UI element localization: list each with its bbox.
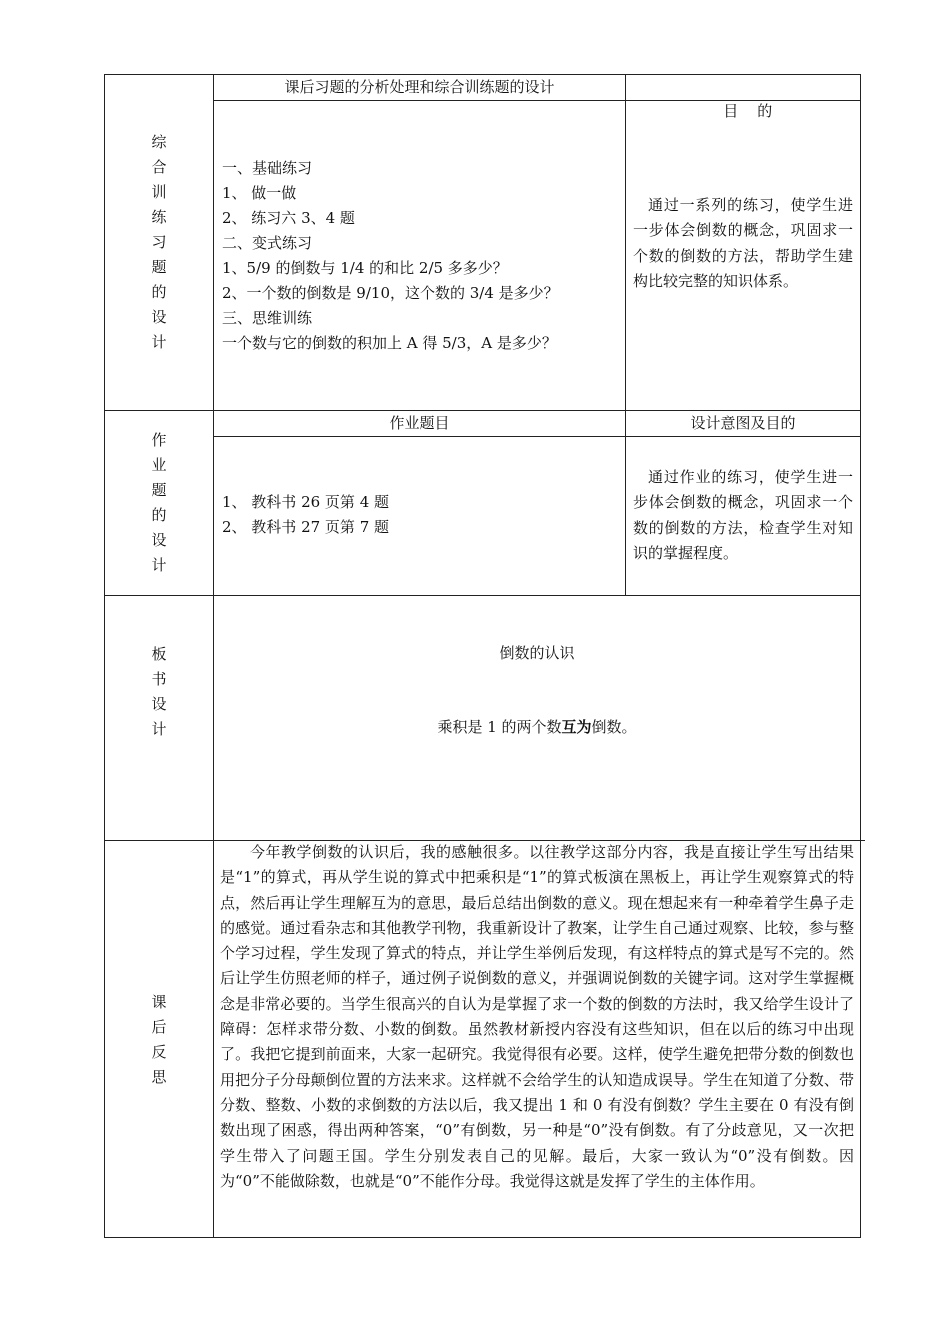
sec1-line: 一个数与它的倒数的积加上 A 得 5/3，A 是多少？ (222, 334, 557, 352)
board-title-text: 倒数的认识 (499, 644, 575, 662)
sec1-line: 1、5/9 的倒数与 1/4 的和比 2/5 多多少？ (222, 259, 508, 277)
sec1-line: 2、 练习六 3、4 题 (222, 209, 355, 227)
sec1-label-text: 综合训练习题的设计 (151, 133, 167, 351)
sec2-purpose (633, 465, 853, 566)
sec1-purpose-text: 通过一系列的练习，使学生进一步体会倒数的概念，巩固求一个数的倒数的方法，帮助学生建构比较完整的知识体系。 (633, 196, 853, 290)
sec2-header-left-text: 作业题目 (389, 414, 450, 432)
sec1-label (105, 130, 213, 355)
sec2-mid-divider (625, 410, 626, 595)
board-definition-bold: 互为 (561, 718, 592, 736)
sec2-label (105, 428, 213, 578)
sec1-exercises (222, 156, 622, 356)
sec1-line: 二、变式练习 (222, 234, 313, 252)
sec4-label-text: 课后反思 (151, 993, 167, 1086)
sec2-header-left (214, 411, 625, 436)
table-right-border (860, 74, 861, 1238)
sec4-label (105, 990, 213, 1090)
sec1-header-right-text: 目 的 (723, 102, 773, 120)
sec1-line: 2、一个数的倒数是 9/10，这个数的 3/4 是多少？ (222, 284, 559, 302)
sec2-line: 2、 教科书 27 页第 7 题 (222, 518, 390, 536)
board-title (214, 641, 860, 665)
sec2-header-right (626, 411, 860, 436)
board-definition-before: 乘积是 1 的两个数 (437, 718, 562, 736)
table-bottom-border (104, 1237, 860, 1238)
sec2-header-right-text: 设计意图及目的 (690, 414, 796, 432)
sec1-purpose (633, 193, 853, 294)
sec3-label-text: 板书设计 (151, 645, 167, 738)
sec1-header-left (214, 75, 625, 100)
sec1-line: 三、思维训练 (222, 309, 313, 327)
sec2-label-text: 作业题的设计 (151, 431, 167, 574)
sec1-line: 1、 做一做 (222, 184, 297, 202)
sec1-header-right (626, 75, 860, 120)
reflection-text: 今年教学倒数的认识后，我的感触很多。以往教学这部分内容，我是直接让学生写出结果是“1”的算式，再从学生说的算式中把乘积是“1”的算式板演在黑板上，再让学生观察算式的特点，然后再让学生理解互为的意思，最后总结出倒数的意义。现在想起来有一种牵着学生鼻子走的感觉。通过看杂志和其他教学刊物，我重新设计了教案，让学生自己通过观察、比较，参与整个学习过程，学生发现了算式的特点，并让学生举例后发现，有这样特点的算式是写不完的。然后让学生仿照老师的样子，通过例子说倒数的意义，并强调说倒数的关键字词。这对学生掌握概念是非常必要的。当学生很高兴的自认为是掌握了求一个数的倒数的方法时，我又给学生设计了障碍：怎样求带分数、小数的倒数。虽然教材新授内容没有这些知识，但在以后的练习中出现了。我把它提到前面来，大家一起研究。我觉得很有必要。这样，使学生避免把带分数的倒数也用把分子分母颠倒位置的方法来求。这样就不会给学生的认知造成误导。学生在知道了分数、带分数、整数、小数的求倒数的方法以后，我又提出 1 和 0 有没有倒数？学生主要在 0 有没有倒数出现了困惑，得出两种答案，“0”有倒数，另一种是“0”没有倒数。有了分歧意见，又一次把学生带入了问题王国。学生分别发表自己的见解。最后，大家一致认为“0”没有倒数。因为“0”不能做除数，也就是“0”不能作分母。我觉得这就是发挥了学生的主体作用。 (220, 843, 854, 1190)
board-definition (214, 715, 860, 739)
sec2-homework (222, 490, 622, 540)
sec1-header-left-text: 课后习题的分析处理和综合训练题的设计 (284, 78, 555, 96)
sec2-bottom (104, 595, 860, 596)
sec3-label (105, 642, 213, 742)
board-definition-after: 倒数。 (591, 718, 637, 736)
sec2-line: 1、 教科书 26 页第 4 题 (222, 493, 390, 511)
sec2-header-bottom (213, 436, 860, 437)
sec1-line: 一、基础练习 (222, 159, 313, 177)
sec1-mid-divider (625, 74, 626, 410)
sec2-purpose-text: 通过作业的练习，使学生进一步体会倒数的概念，巩固求一个数的倒数的方法，检查学生对知识的掌握程度。 (633, 468, 853, 562)
reflection (220, 840, 854, 1194)
